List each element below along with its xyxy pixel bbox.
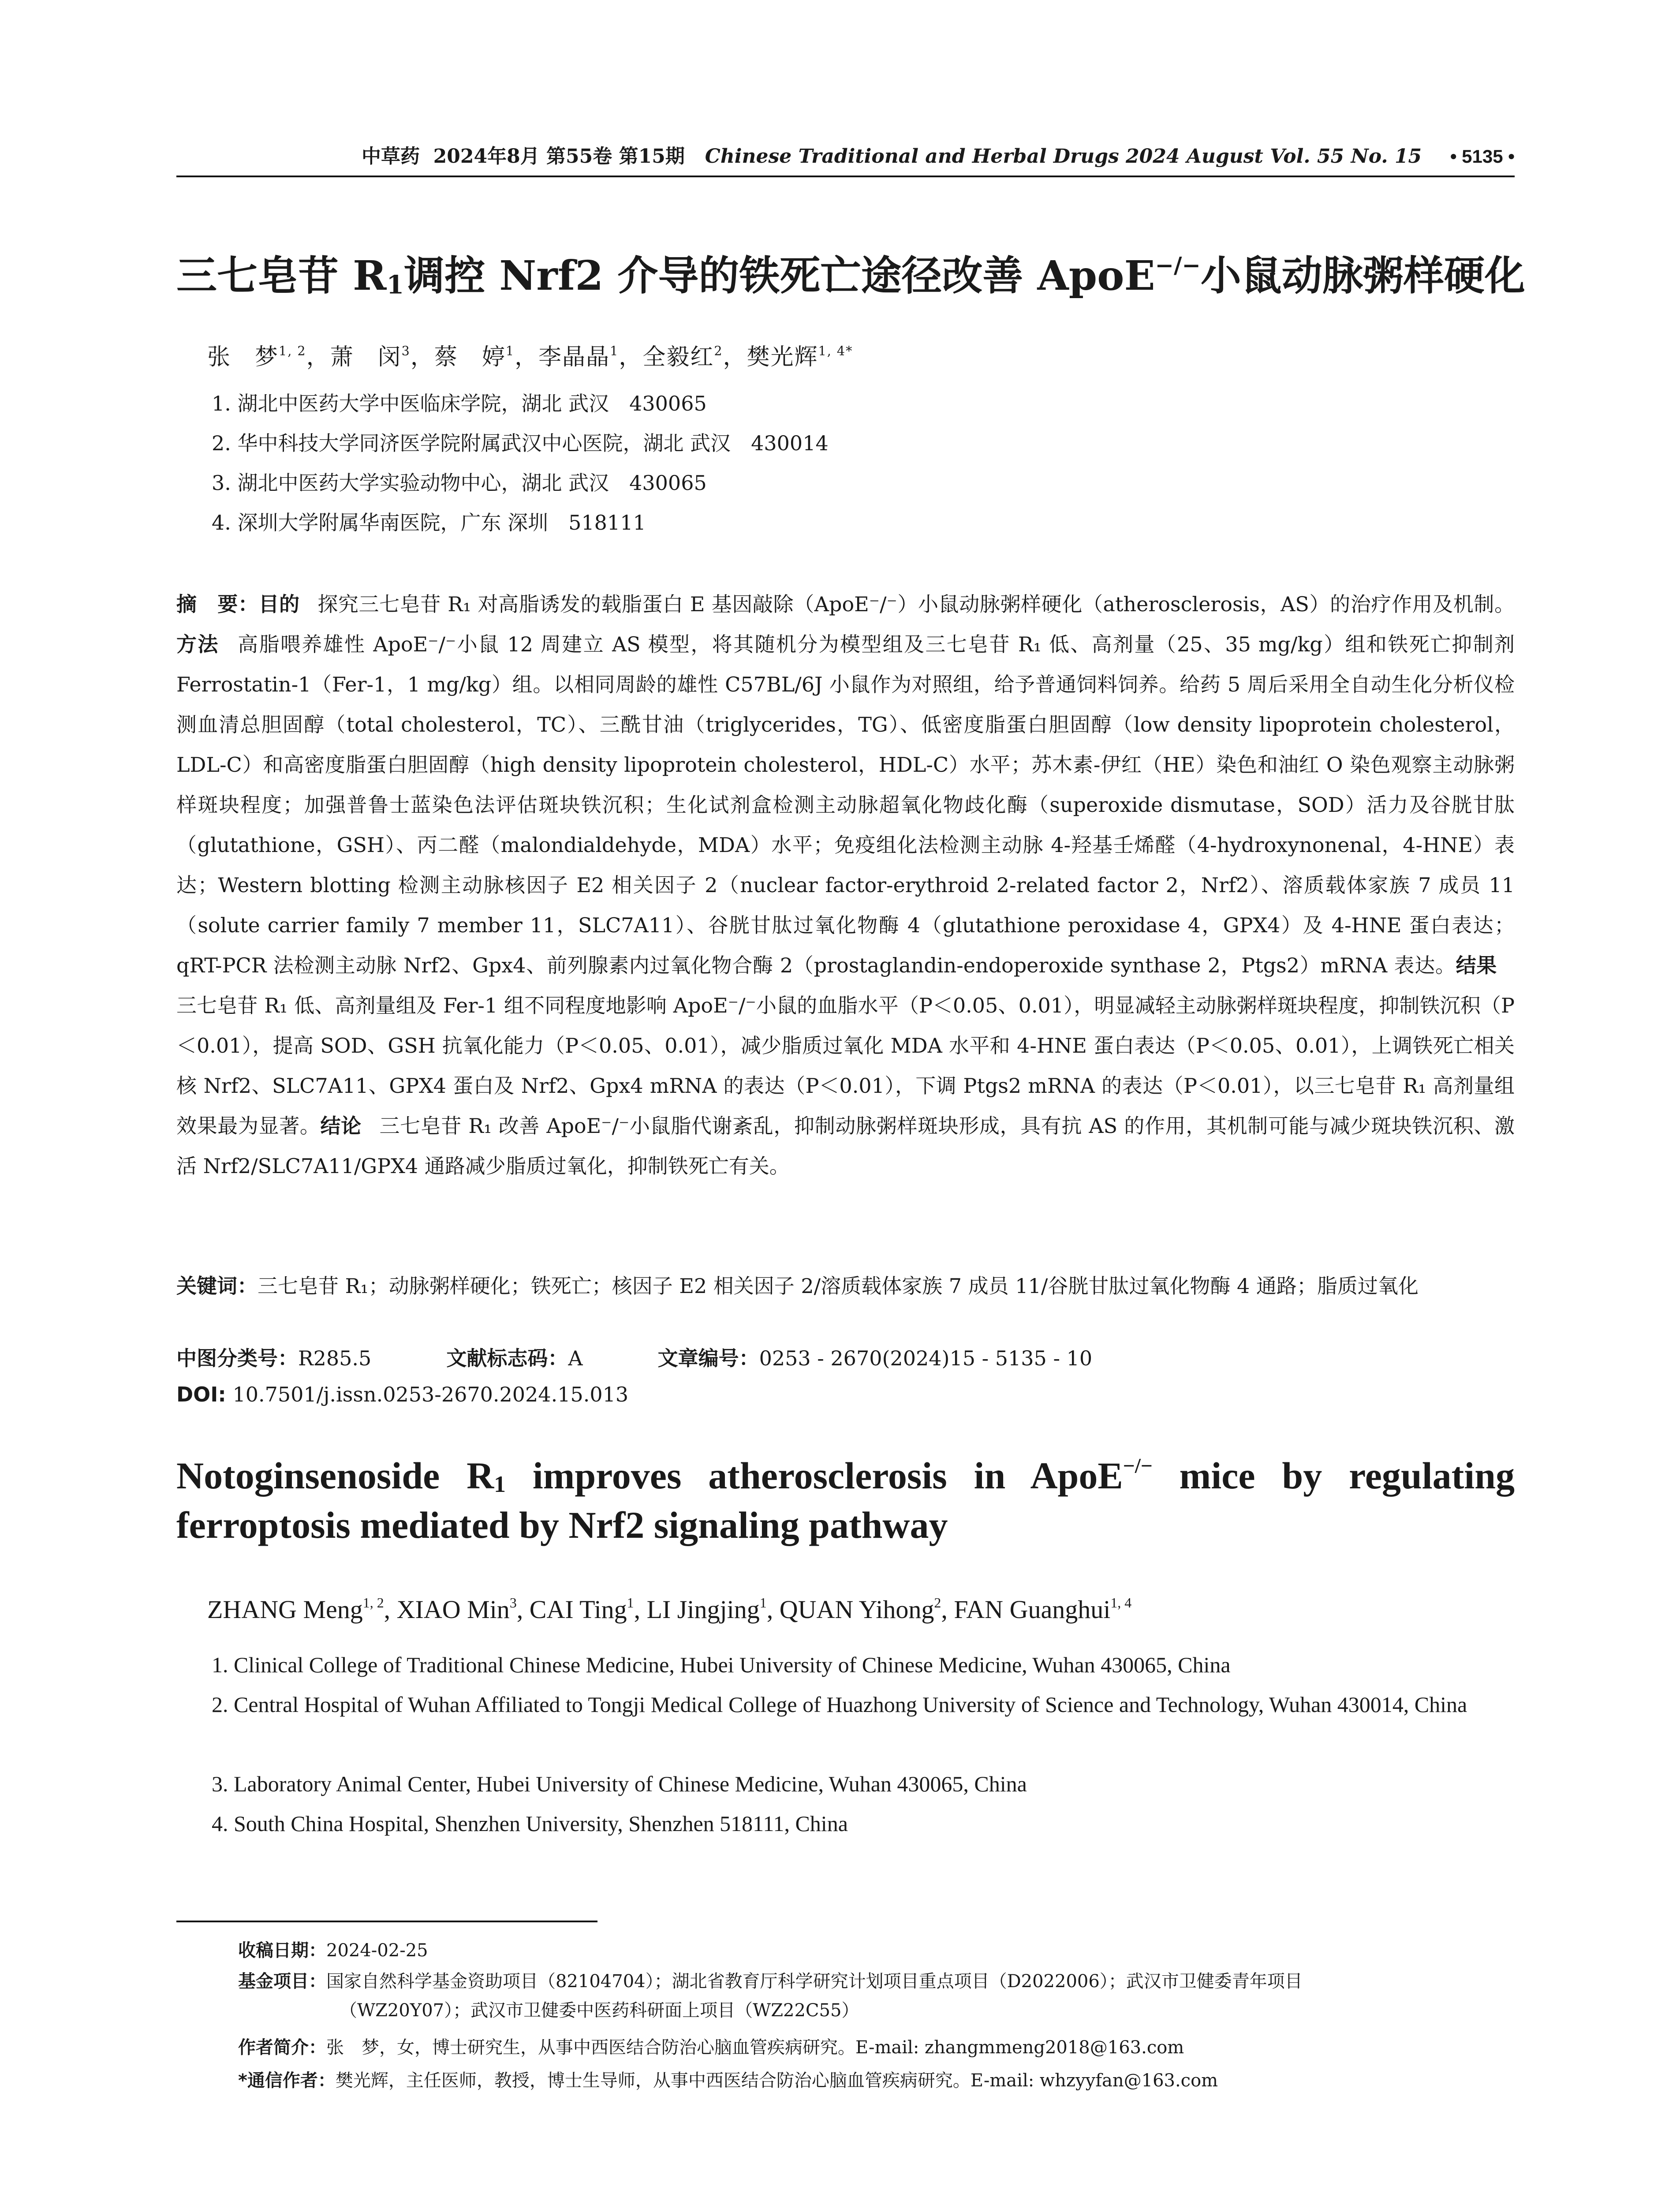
footnote-author xyxy=(238,2033,1184,2062)
affiliation-en-3: 3. Laboratory Animal Center, Hubei University of Chinese Medicine, Wuhan 430065, China xyxy=(212,1771,1027,1796)
affiliation-en-1: 1. Clinical College of Traditional Chinese Medicine, Hubei University of Chinese Medicine, Wuhan 430065, China xyxy=(212,1652,1231,1677)
journal-name-en: Chinese Traditional and Herbal Drugs 2024 August Vol. 55 No. 15 xyxy=(705,145,1422,168)
author-aff-cn: 1, 2 xyxy=(279,343,306,359)
abstract-label: 摘 要： xyxy=(176,592,259,616)
author-aff-cn: 1 xyxy=(610,343,619,359)
doi-value: 10.7501/j.issn.0253-2670.2024.15.013 xyxy=(232,1383,629,1406)
keywords-label: 关键词： xyxy=(176,1274,258,1298)
author-aff-cn: 3 xyxy=(401,343,411,359)
author-aff-cn: 2 xyxy=(714,343,723,359)
author-aff-en: 1 xyxy=(627,1595,634,1611)
article-no-label: 文章编号： xyxy=(657,1346,759,1370)
author-en: ZHANG Meng xyxy=(207,1595,363,1624)
footnote-fund xyxy=(238,1967,1303,2025)
title-en-superscript: −/− xyxy=(1123,1454,1153,1478)
title-en-middle: improves atherosclerosis in ApoE xyxy=(505,1454,1123,1497)
author-cn: 蔡 婷 xyxy=(434,344,506,370)
received-value: 2024-02-25 xyxy=(326,1940,428,1961)
authors-cn: 张 梦$^{1, 2}$，萧 闵$^3$，蔡 婷$^1$，李晶晶$^1$，全毅红$^2$，樊光辉$^{1, 4*}$ xyxy=(207,343,853,370)
objective-text: 探究三七皂苷 R₁ 对高脂诱发的载脂蛋白 E 基因敲除（ApoE⁻/⁻）小鼠动脉粥样硬化（atherosclerosis，AS）的治疗作用及机制。 xyxy=(317,592,1515,616)
author-cn: 张 梦 xyxy=(207,344,279,370)
title-cn-suffix: 小鼠动脉粥样硬化 xyxy=(1200,252,1525,299)
footnote-received xyxy=(238,1936,428,1965)
author-aff-en: 1, 4 xyxy=(1110,1595,1132,1611)
page-number: • 5135 • xyxy=(1450,146,1515,167)
issue-date-cn: 2024年8月 第55卷 第15期 xyxy=(433,145,685,168)
author-en: QUAN Yihong xyxy=(779,1595,934,1624)
running-header xyxy=(176,141,1515,172)
authors-en: ZHANG Meng$^{1, 2}$, XIAO Min$^3$, CAI Ting$^1$, LI Jingjing$^1$, QUAN Yihong$^2$, FAN Guanghui$^{1, 4}$ xyxy=(207,1595,1132,1624)
affiliation-cn-1: 1. 湖北中医药大学中医临床学院，湖北 武汉 430065 xyxy=(212,392,707,415)
author-aff-en: 2 xyxy=(934,1595,941,1611)
author-cn: 李晶晶 xyxy=(538,344,610,370)
author-aff-cn: 1, 4* xyxy=(818,343,853,359)
author-cn: 樊光辉 xyxy=(747,344,818,370)
abstract xyxy=(176,584,1515,1186)
affiliation-cn-3: 3. 湖北中医药大学实验动物中心，湖北 武汉 430065 xyxy=(212,471,707,495)
header-rule xyxy=(176,176,1515,177)
title-en-suffix: mice by regulating ferroptosis mediated by Nrf2 signaling pathway xyxy=(176,1454,1515,1546)
doi-label: DOI: xyxy=(176,1383,226,1406)
author-cn: 全毅红 xyxy=(642,344,714,370)
title-cn xyxy=(176,247,1525,304)
corresponding-text: 樊光辉，主任医师，教授，博士生导师，从事中西医结合防治心脑血管疾病研究。E-mail: whzyyfan@163.com xyxy=(335,2070,1218,2091)
methods-label: 方法 xyxy=(176,632,219,656)
running-header-text xyxy=(362,141,1422,172)
title-en-prefix: Notoginsenoside R xyxy=(176,1454,494,1497)
received-label: 收稿日期： xyxy=(238,1940,326,1961)
title-cn-superscript: −/− xyxy=(1155,252,1201,279)
results-label: 结果 xyxy=(1456,953,1497,977)
affiliation-en-4: 4. South China Hospital, Shenzhen University, Shenzhen 518111, China xyxy=(212,1811,848,1836)
footnote-corresponding xyxy=(238,2066,1218,2095)
affiliation-cn-2: 2. 华中科技大学同济医学院附属武汉中心医院，湖北 武汉 430014 xyxy=(212,431,829,455)
conclusion-text: 三七皂苷 R₁ 改善 ApoE⁻/⁻小鼠脂代谢紊乱，抑制动脉粥样斑块形成，具有抗 AS 的作用，其机制可能与减少斑块铁沉积、激活 Nrf2/SLC7A11/GPX4 通路减少脂质过氧化，抑制铁死亡有关。 xyxy=(176,1114,1515,1178)
classification-line xyxy=(176,1343,1092,1374)
clc-label: 中图分类号： xyxy=(176,1346,298,1370)
author-bio-text: 张 梦，女，博士研究生，从事中西医结合防治心脑血管疾病研究。E-mail: zhangmmeng2018@163.com xyxy=(326,2037,1184,2058)
title-cn-subscript: 1 xyxy=(386,270,404,300)
conclusion-label: 结论 xyxy=(320,1114,362,1138)
doc-code-value: A xyxy=(568,1346,583,1370)
author-en: LI Jingjing xyxy=(646,1595,760,1624)
keywords-text: 三七皂苷 R₁；动脉粥样硬化；铁死亡；核因子 E2 相关因子 2/溶质载体家族 7 成员 11/谷胱甘肽过氧化物酶 4 通路；脂质过氧化 xyxy=(258,1274,1419,1298)
methods-text: 高脂喂养雄性 ApoE⁻/⁻小鼠 12 周建立 AS 模型，将其随机分为模型组及三七皂苷 R₁ 低、高剂量（25、35 mg/kg）组和铁死亡抑制剂 Ferrostatin-1（Fer-1，1 mg/kg）组。以相同周龄的雄性 C57BL/6J 小鼠作为对照组，给予普通饲料饲养。给药 5 周后采用全自动生化分析仪检测血清总胆固醇（total cholesterol，TC）、三酰甘油（triglycerides，TG）、低密度脂蛋白胆固醇（low density lipoprotein cholesterol，LDL-C）和高密度脂蛋白胆固醇（high density lipoprotein cholesterol，HDL-C）水平；苏木素-伊红（HE）染色和油红 O 染色观察主动脉粥样斑块程度；加强普鲁士蓝染色法评估斑块铁沉积；生化试剂盒检测主动脉超氧化物歧化酶（superoxide dismutase，SOD）活力及谷胱甘肽（glutathione，GSH）、丙二醛（malondialdehyde，MDA）水平；免疫组化法检测主动脉 4-羟基壬烯醛（4-hydroxynonenal，4-HNE）表达；Western blotting 检测主动脉核因子 E2 相关因子 2（nuclear factor-erythroid 2-related factor 2，Nrf2）、溶质载体家族 7 成员 11（solute carrier family 7 member 11，SLC7A11）、谷胱甘肽过氧化物酶 4（glutathione peroxidase 4，GPX4）及 4-HNE 蛋白表达；qRT-PCR 法检测主动脉 Nrf2、Gpx4、前列腺素内过氧化物合酶 2（prostaglandin-endoperoxide synthase 2，Ptgs2）mRNA 表达。 xyxy=(176,632,1515,977)
title-en-subscript: 1 xyxy=(494,1470,506,1497)
affiliation-cn-4: 4. 深圳大学附属华南医院，广东 深圳 518111 xyxy=(212,511,646,534)
author-bio-label: 作者简介： xyxy=(238,2037,326,2058)
footnote-rule xyxy=(176,1921,597,1922)
author-en: FAN Guanghui xyxy=(954,1595,1111,1624)
clc-value: R285.5 xyxy=(298,1346,372,1370)
author-aff-en: 1, 2 xyxy=(362,1595,384,1611)
corresponding-label: *通信作者： xyxy=(238,2070,336,2091)
objective-label: 目的 xyxy=(258,592,300,616)
doc-code-label: 文献标志码： xyxy=(446,1346,568,1370)
title-cn-middle: 调控 Nrf2 介导的铁死亡途径改善 ApoE xyxy=(404,252,1155,299)
fund-label: 基金项目： xyxy=(238,1971,326,1992)
fund-text-2: （WZ20Y07）；武汉市卫健委中医药科研面上项目（WZ22C55） xyxy=(340,2000,859,2021)
affiliation-en-2: 2. Central Hospital of Wuhan Affiliated to Tongji Medical College of Huazhong University of Science and Technology, Wuhan 430014, China xyxy=(212,1692,1467,1717)
title-cn-prefix: 三七皂苷 R xyxy=(176,252,387,299)
title-en xyxy=(176,1451,1515,1550)
article-no-value: 0253 - 2670(2024)15 - 5135 - 10 xyxy=(759,1346,1093,1370)
journal-name-cn: 中草药 xyxy=(362,145,420,168)
doi-line xyxy=(176,1379,628,1410)
keywords xyxy=(176,1268,1515,1304)
fund-text-1: 国家自然科学基金资助项目（82104704）；湖北省教育厅科学研究计划项目重点项目（D2022006）；武汉市卫健委青年项目 xyxy=(326,1971,1303,1992)
author-aff-cn: 1 xyxy=(505,343,515,359)
author-aff-en: 1 xyxy=(759,1595,767,1611)
author-en: CAI Ting xyxy=(529,1595,627,1624)
author-cn: 萧 闵 xyxy=(330,344,402,370)
author-en: XIAO Min xyxy=(396,1595,510,1624)
results-text: 三七皂苷 R₁ 低、高剂量组及 Fer-1 组不同程度地影响 ApoE⁻/⁻小鼠的血脂水平（P＜0.05、0.01），明显减轻主动脉粥样斑块程度，抑制铁沉积（P＜0.01），提高 SOD、GSH 抗氧化能力（P＜0.05、0.01），减少脂质过氧化 MDA 水平和 4-HNE 蛋白表达（P＜0.05、0.01），上调铁死亡相关核 Nrf2、SLC7A11、GPX4 蛋白及 Nrf2、Gpx4 mRNA 的表达（P＜0.01），下调 Ptgs2 mRNA 的表达（P＜0.01），以三七皂苷 R₁ 高剂量组效果最为显著。 xyxy=(176,994,1515,1138)
author-aff-en: 3 xyxy=(509,1595,517,1611)
